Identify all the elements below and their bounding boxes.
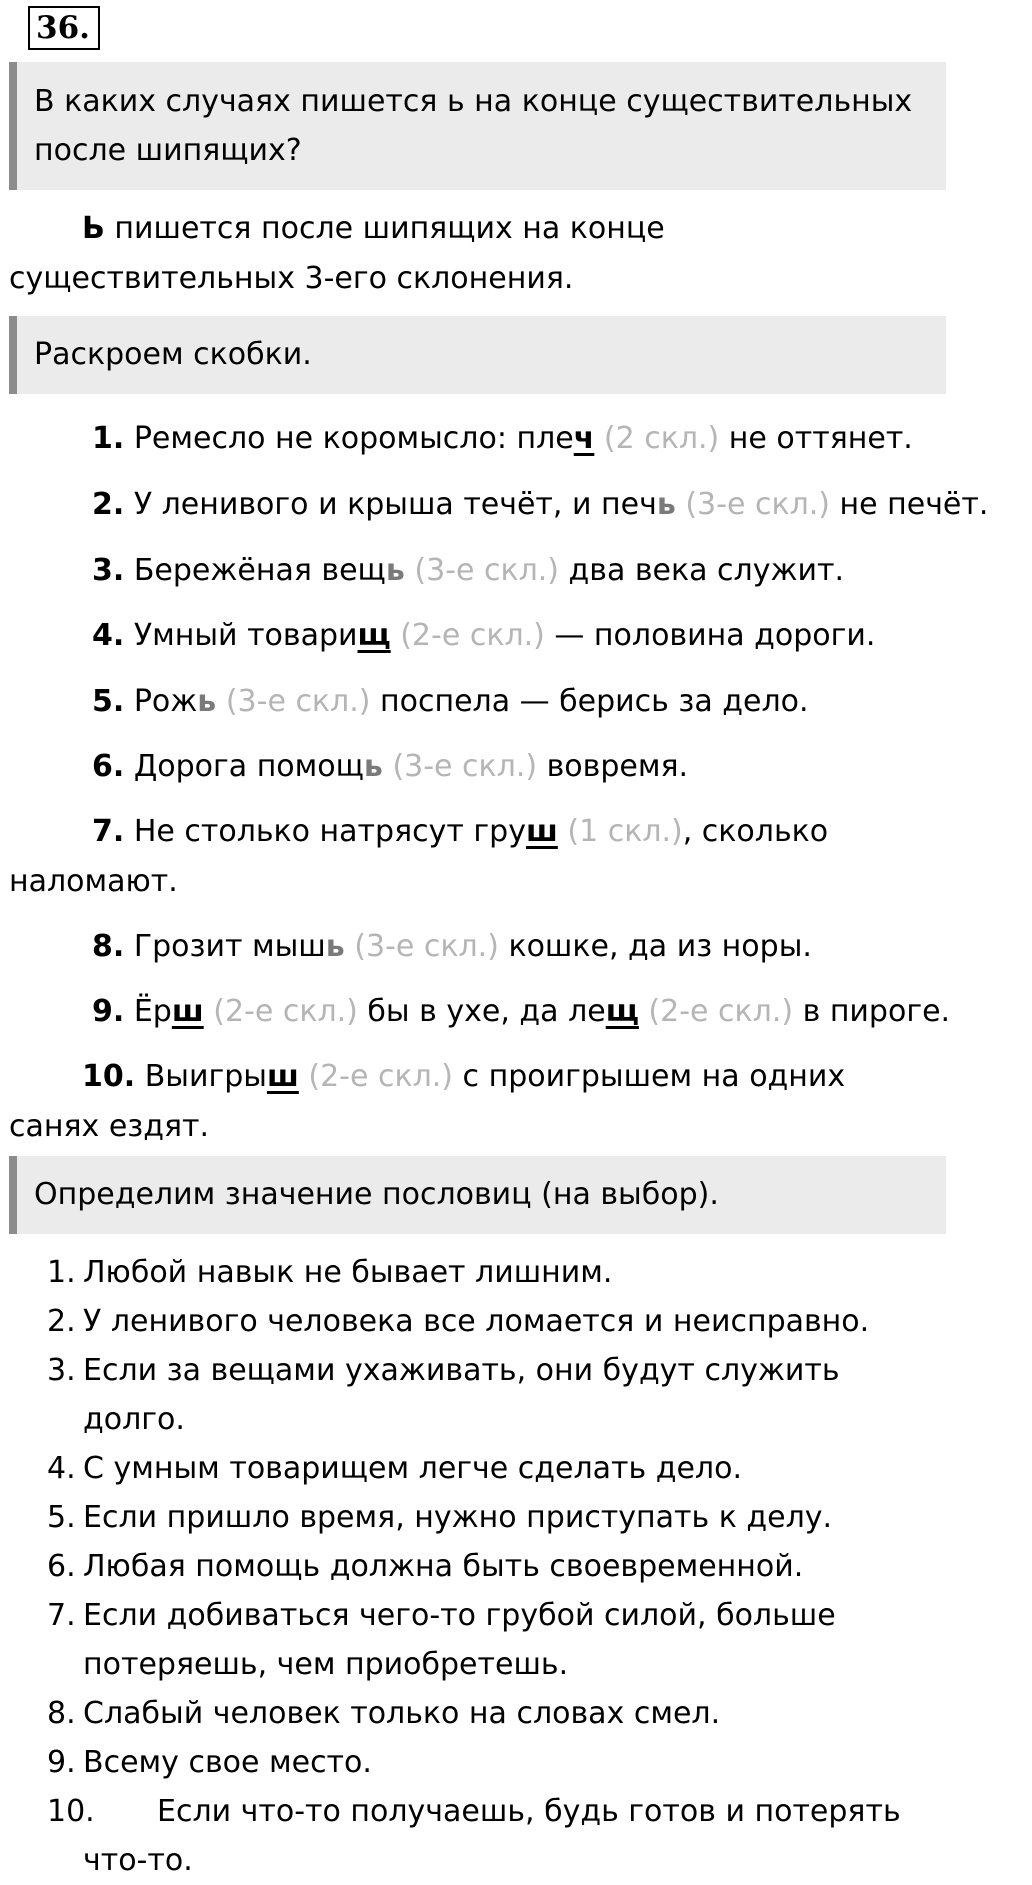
inserted-letter: ш	[525, 814, 558, 849]
proverb-item	[9, 414, 1032, 464]
declension-note: (3-е скл.)	[225, 684, 371, 719]
proverb-text: Не столько натрясут гру	[124, 814, 526, 849]
answer-paragraph	[9, 204, 949, 304]
declension-note: (1 скл.)	[567, 814, 683, 849]
list-item	[0, 1591, 960, 1689]
list-text: Любая помощь должна быть своевременной.	[83, 1549, 804, 1584]
declension-note: (3-е скл.)	[392, 749, 538, 784]
declension-note: (2-е скл.)	[400, 618, 545, 653]
list-number: 9.	[47, 1745, 76, 1780]
inserted-letter: ч	[573, 421, 595, 456]
proverb-item	[9, 677, 1032, 727]
proverb-number: 2.	[92, 487, 125, 522]
list-item	[0, 1689, 960, 1738]
proverb-text: бы в ухе, да ле	[357, 994, 606, 1029]
proverb-text: поспела — берись за дело.	[370, 684, 809, 719]
list-item	[0, 1787, 960, 1885]
declension-note: (2 скл.)	[603, 421, 720, 456]
list-item	[0, 1346, 960, 1444]
proverb-number: 6.	[92, 749, 125, 784]
proverb-number: 8.	[92, 929, 125, 964]
proverb-text: У ленивого и крыша течёт, и печ	[124, 487, 657, 522]
exercise-number: 36.	[28, 6, 100, 50]
list-item	[0, 1542, 960, 1591]
proverb-text: Выигры	[135, 1059, 267, 1094]
inserted-letter: ь	[325, 929, 345, 964]
answer-letter: Ь	[82, 211, 105, 246]
list-number: 8.	[47, 1696, 76, 1731]
proverb-item	[9, 807, 829, 907]
list-number: 5.	[47, 1500, 76, 1535]
proverb-text: Ремесло не коромысло: пле	[124, 421, 574, 456]
answer-text: пишется после шипящих на конце существительных 3-его склонения.	[9, 211, 665, 296]
meanings-banner	[9, 1156, 946, 1234]
list-text: У ленивого человека все ломается и неисправно.	[83, 1304, 870, 1339]
proverb-text: Рож	[124, 684, 198, 719]
inserted-letter: ь	[385, 553, 405, 588]
list-text: Если пришло время, нужно приступать к делу.	[83, 1500, 833, 1535]
list-item	[0, 1297, 960, 1346]
list-text: Слабый человек только на словах смел.	[83, 1696, 721, 1731]
declension-note: (2-е скл.)	[213, 994, 358, 1029]
inserted-letter: щ	[605, 994, 639, 1029]
declension-note: (3-е скл.)	[354, 929, 499, 964]
proverb-text: в пироге.	[793, 994, 951, 1029]
proverb-text: Дорога помощ	[124, 749, 364, 784]
list-text: Если добиваться чего-то грубой силой, больше потеряешь, чем приобретешь.	[83, 1598, 836, 1682]
question-banner	[9, 62, 946, 190]
declension-note: (3-е скл.)	[685, 487, 830, 522]
proverb-item	[9, 546, 1032, 596]
list-item	[0, 1493, 960, 1542]
proverb-item	[9, 742, 1032, 792]
list-text: С умным товарищем легче сделать дело.	[83, 1451, 742, 1486]
proverb-item	[9, 922, 1032, 972]
proverb-item	[9, 987, 1032, 1037]
list-number: 2.	[47, 1304, 76, 1339]
inserted-letter: ь	[656, 487, 676, 522]
list-number: 1.	[47, 1255, 76, 1290]
list-text: Если что-то получаешь, будь готов и потерять что-то.	[83, 1794, 901, 1878]
list-item	[0, 1738, 960, 1787]
proverb-text: не оттянет.	[719, 421, 913, 456]
proverb-item	[9, 480, 1032, 530]
proverb-text: , сколько наломают.	[9, 814, 829, 899]
proverb-text: вовремя.	[537, 749, 689, 784]
list-text: Если за вещами ухаживать, они будут служить долго.	[83, 1353, 840, 1437]
list-text: Всему свое место.	[83, 1745, 372, 1780]
list-number: 7.	[47, 1598, 76, 1633]
list-number: 3.	[47, 1353, 76, 1388]
proverb-text: — половина дороги.	[544, 618, 876, 653]
open-brackets-banner	[9, 316, 946, 394]
inserted-letter: ш	[266, 1059, 299, 1094]
proverb-text: не печёт.	[829, 487, 989, 522]
proverb-text: Умный товари	[124, 618, 358, 653]
inserted-letter: ш	[171, 994, 204, 1029]
proverb-text: Ёр	[124, 994, 172, 1029]
proverb-number: 3.	[92, 553, 125, 588]
declension-note: (2-е скл.)	[648, 994, 794, 1029]
proverb-text: с проигрышем на одних санях ездят.	[9, 1059, 846, 1144]
proverb-number: 9.	[92, 994, 125, 1029]
proverb-text: кошке, да из норы.	[498, 929, 812, 964]
inserted-letter: щ	[357, 618, 391, 653]
proverb-text: Грозит мыш	[124, 929, 326, 964]
meanings-list	[0, 1248, 960, 1885]
list-item	[0, 1444, 960, 1493]
proverb-number: 5.	[92, 684, 125, 719]
proverb-number: 7.	[92, 814, 125, 849]
list-number: 6.	[47, 1549, 76, 1584]
question-text: В каких случаях пишется ь на конце существительных после шипящих?	[34, 84, 913, 168]
inserted-letter: ь	[197, 684, 217, 719]
list-text: Любой навык не бывает лишним.	[83, 1255, 613, 1290]
list-number: 4.	[47, 1451, 76, 1486]
proverb-text: Бережёная вещ	[124, 553, 386, 588]
open-brackets-heading: Раскроем скобки.	[34, 337, 312, 372]
declension-note: (2-е скл.)	[308, 1059, 454, 1094]
proverb-number: 1.	[92, 421, 125, 456]
proverb-item	[9, 1052, 939, 1152]
list-item	[0, 1248, 960, 1297]
list-number: 10.	[47, 1794, 95, 1829]
proverb-number: 10.	[82, 1059, 136, 1094]
proverb-item	[9, 611, 1032, 661]
proverb-text: два века служит.	[559, 553, 845, 588]
proverb-number: 4.	[92, 618, 125, 653]
inserted-letter: ь	[363, 749, 383, 784]
declension-note: (3-е скл.)	[414, 553, 559, 588]
meanings-heading: Определим значение пословиц (на выбор).	[34, 1177, 719, 1212]
